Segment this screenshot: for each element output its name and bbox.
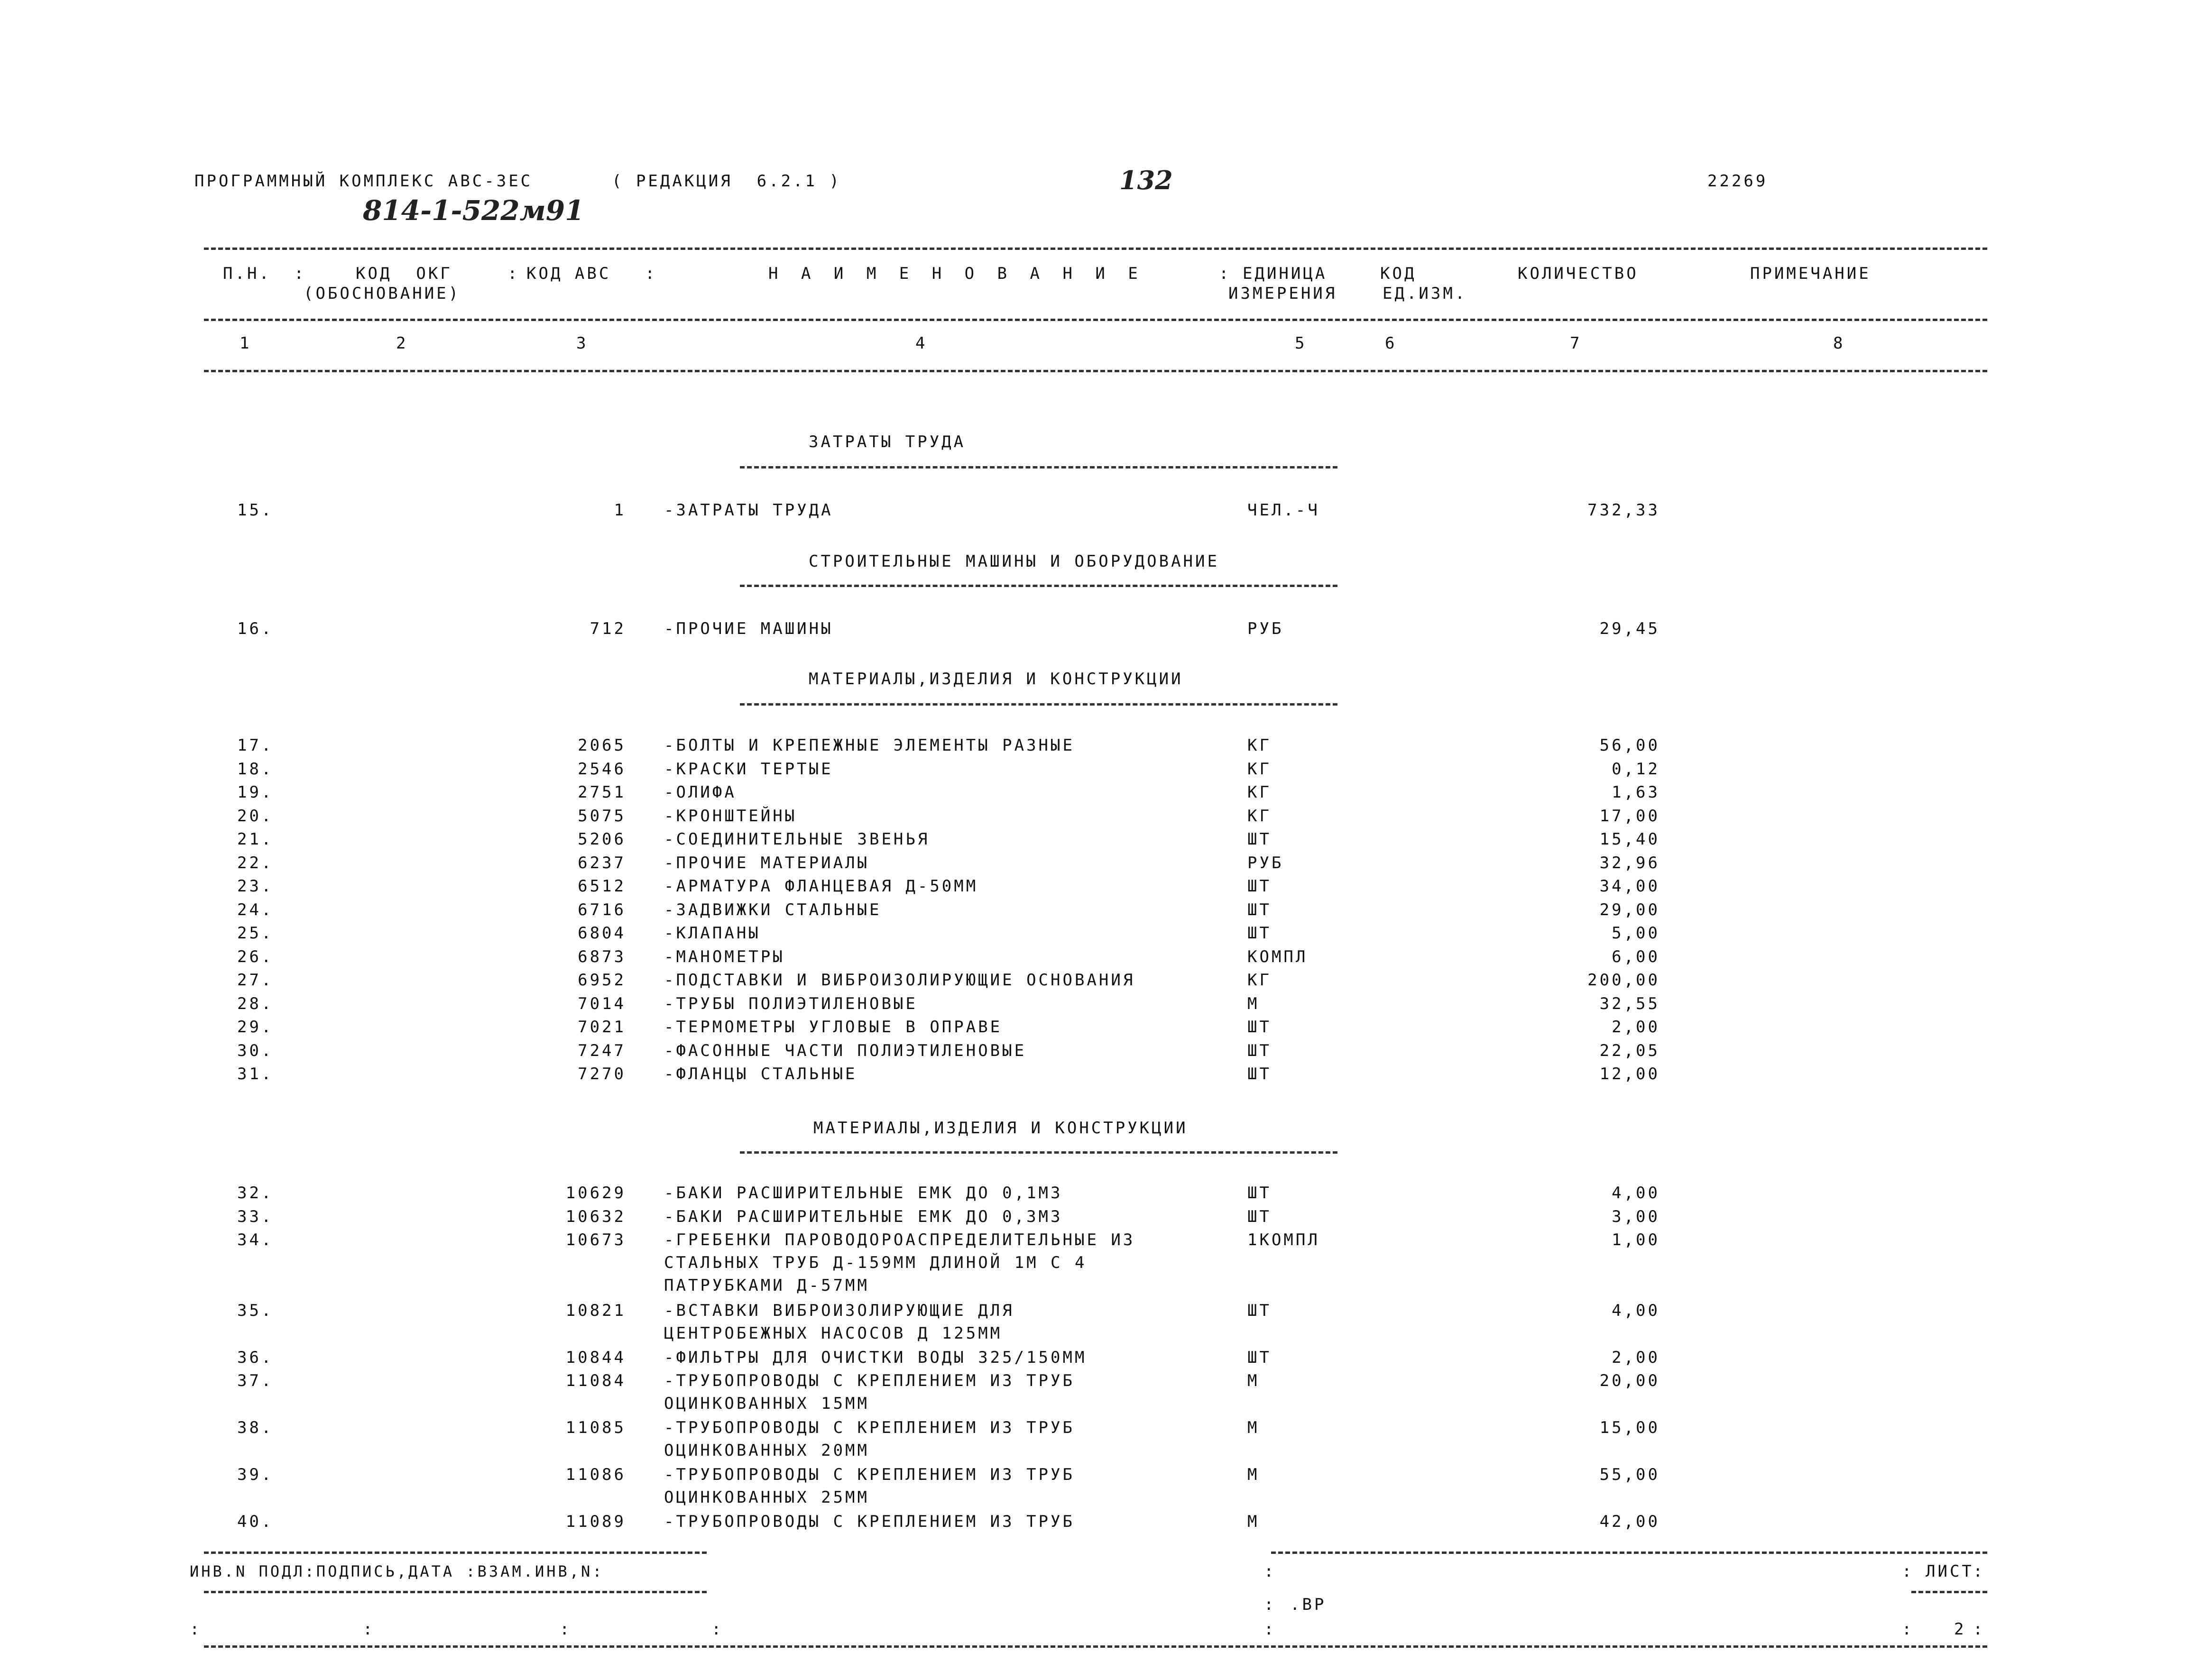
col-header-note: ПРИМЕЧАНИЕ xyxy=(1750,264,1871,283)
footer-sep: : xyxy=(1973,1562,1985,1581)
footer-sep: : xyxy=(1973,1620,1985,1639)
row-quantity: 5,00 xyxy=(1612,924,1660,943)
row-abc-code: 7014 xyxy=(578,994,626,1013)
footer-rule xyxy=(204,1591,707,1593)
section-title: МАТЕРИАЛЫ,ИЗДЕЛИЯ И КОНСТРУКЦИИ xyxy=(809,670,1183,689)
row-unit: ШТ xyxy=(1247,1301,1272,1320)
row-quantity: 3,00 xyxy=(1612,1207,1660,1226)
row-abc-code: 2751 xyxy=(578,783,626,802)
row-number: 27. xyxy=(237,971,274,990)
row-abc-code: 6237 xyxy=(578,853,626,872)
row-quantity: 42,00 xyxy=(1599,1512,1660,1531)
table-row xyxy=(0,1463,2185,1507)
row-number: 40. xyxy=(237,1512,274,1531)
col-num-7: 7 xyxy=(1570,334,1582,353)
row-name: -КРАСКИ ТЕРТЫЕ xyxy=(664,759,833,779)
row-quantity: 4,00 xyxy=(1612,1301,1660,1320)
row-unit: М xyxy=(1247,994,1260,1013)
row-number: 30. xyxy=(237,1041,274,1060)
row-name: -СОЕДИНИТЕЛЬНЫЕ ЗВЕНЬЯ xyxy=(664,830,930,849)
row-abc-code: 11089 xyxy=(565,1512,626,1531)
row-name: -ТРУБОПРОВОДЫ С КРЕПЛЕНИЕМ ИЗ ТРУБ ОЦИНКОВАННЫХ 15ММ xyxy=(664,1371,1075,1413)
row-name: -ВСТАВКИ ВИБРОИЗОЛИРУЮЩИЕ ДЛЯ ЦЕНТРОБЕЖНЫХ НАСОСОВ Д 125ММ xyxy=(664,1301,1014,1343)
table-row xyxy=(0,1205,2185,1228)
col-num-3: 3 xyxy=(576,334,589,353)
row-unit: КГ xyxy=(1247,783,1272,802)
row-number: 38. xyxy=(237,1418,274,1437)
row-number: 17. xyxy=(237,736,274,755)
section-underline xyxy=(740,1151,1337,1154)
row-abc-code: 6716 xyxy=(578,900,626,919)
table-row xyxy=(0,1416,2185,1460)
row-quantity: 6,00 xyxy=(1612,947,1660,966)
row-number: 20. xyxy=(237,806,274,826)
row-quantity: 56,00 xyxy=(1599,736,1660,755)
page-mark: 132 xyxy=(1119,165,1173,195)
row-number: 36. xyxy=(237,1348,274,1367)
header-rule-bottom xyxy=(204,370,1987,372)
section-underline xyxy=(740,466,1337,468)
footer-code: .ВР xyxy=(1290,1595,1327,1614)
row-quantity: 22,05 xyxy=(1599,1041,1660,1060)
col-header-code: КОД xyxy=(1380,264,1417,283)
row-abc-code: 2546 xyxy=(578,759,626,779)
col-header-name: Н А И М Е Н О В А Н И Е xyxy=(768,264,1144,283)
row-number: 21. xyxy=(237,830,274,849)
table-row xyxy=(0,1039,2185,1062)
row-name: -ФИЛЬТРЫ ДЛЯ ОЧИСТКИ ВОДЫ 325/150ММ xyxy=(664,1348,1087,1367)
row-quantity: 732,33 xyxy=(1587,501,1660,520)
col-sep: : xyxy=(645,264,657,283)
row-quantity: 15,40 xyxy=(1599,830,1660,849)
table-row xyxy=(0,992,2185,1015)
row-quantity: 4,00 xyxy=(1612,1184,1660,1203)
col-header-unit: ЕДИНИЦА xyxy=(1243,264,1328,283)
row-abc-code: 2065 xyxy=(578,736,626,755)
row-quantity: 15,00 xyxy=(1599,1418,1660,1437)
footer-rule xyxy=(1911,1591,1987,1593)
row-number: 23. xyxy=(237,877,274,896)
section-underline xyxy=(740,585,1337,587)
table-row xyxy=(0,1182,2185,1204)
row-quantity: 1,63 xyxy=(1612,783,1660,802)
edition-label: ( РЕДАКЦИЯ 6.2.1 ) xyxy=(612,172,841,191)
table-row xyxy=(0,805,2185,827)
row-quantity: 20,00 xyxy=(1599,1371,1660,1390)
row-name: -ТЕРМОМЕТРЫ УГЛОВЫЕ В ОПРАВЕ xyxy=(664,1018,1003,1037)
col-num-6: 6 xyxy=(1385,334,1397,353)
row-abc-code: 10844 xyxy=(565,1348,626,1367)
row-name: -ГРЕБЕНКИ ПАРОВОДОРОАСПРЕДЕЛИТЕЛЬНЫЕ ИЗ СТАЛЬНЫХ ТРУБ Д-159ММ ДЛИНОЙ 1М С 4 ПАТРУБКАМИ Д-57ММ xyxy=(664,1230,1135,1295)
table-row xyxy=(0,499,2185,522)
row-unit: РУБ xyxy=(1247,853,1284,872)
header-rule-mid xyxy=(204,319,1987,321)
row-abc-code: 1 xyxy=(614,501,626,520)
row-abc-code: 10673 xyxy=(565,1230,626,1249)
row-unit: М xyxy=(1247,1418,1260,1437)
row-quantity: 32,96 xyxy=(1599,853,1660,872)
row-number: 33. xyxy=(237,1207,274,1226)
row-abc-code: 11084 xyxy=(565,1371,626,1390)
handwritten-code: 814-1-522м91 xyxy=(363,194,584,227)
row-unit: ШТ xyxy=(1247,1184,1272,1203)
table-row xyxy=(0,1063,2185,1085)
col-sep: : xyxy=(1219,264,1231,283)
row-abc-code: 7247 xyxy=(578,1041,626,1060)
footer-rule xyxy=(204,1551,707,1554)
row-number: 37. xyxy=(237,1371,274,1390)
table-row xyxy=(0,781,2185,804)
row-quantity: 32,55 xyxy=(1599,994,1660,1013)
row-number: 32. xyxy=(237,1184,274,1203)
row-abc-code: 10632 xyxy=(565,1207,626,1226)
row-unit: ШТ xyxy=(1247,924,1272,943)
row-quantity: 2,00 xyxy=(1612,1018,1660,1037)
row-name: -БОЛТЫ И КРЕПЕЖНЫЕ ЭЛЕМЕНТЫ РАЗНЫЕ xyxy=(664,736,1075,755)
row-abc-code: 6952 xyxy=(578,971,626,990)
row-unit: РУБ xyxy=(1247,619,1284,638)
table-row xyxy=(0,1510,2185,1533)
footer-sep: : xyxy=(711,1620,724,1639)
row-quantity: 2,00 xyxy=(1612,1348,1660,1367)
table-row xyxy=(0,1016,2185,1038)
footer-sep: : xyxy=(1902,1562,1914,1581)
row-quantity: 12,00 xyxy=(1599,1065,1660,1083)
row-name: -ФЛАНЦЫ СТАЛЬНЫЕ xyxy=(664,1065,857,1083)
row-unit: 1КОМПЛ xyxy=(1247,1230,1320,1249)
header-rule-top xyxy=(204,248,1987,250)
col-header-qty: КОЛИЧЕСТВО xyxy=(1518,264,1639,283)
table-row xyxy=(0,946,2185,968)
row-abc-code: 6873 xyxy=(578,947,626,966)
footer-sep: : xyxy=(1264,1595,1276,1614)
row-quantity: 55,00 xyxy=(1599,1465,1660,1484)
row-quantity: 29,00 xyxy=(1599,900,1660,919)
row-abc-code: 6804 xyxy=(578,924,626,943)
col-num-2: 2 xyxy=(396,334,408,353)
table-row xyxy=(0,969,2185,991)
col-header-code-2: ЕД.ИЗМ. xyxy=(1383,284,1467,303)
table-row xyxy=(0,828,2185,851)
row-unit: КГ xyxy=(1247,806,1272,826)
table-row xyxy=(0,1299,2185,1343)
row-name: -ФАСОННЫЕ ЧАСТИ ПОЛИЭТИЛЕНОВЫЕ xyxy=(664,1041,1027,1060)
footer-sep: : xyxy=(1264,1562,1276,1581)
row-quantity: 17,00 xyxy=(1599,806,1660,826)
row-quantity: 200,00 xyxy=(1587,971,1660,990)
row-name: -БАКИ РАСШИРИТЕЛЬНЫЕ ЕМК ДО 0,3М3 xyxy=(664,1207,1063,1226)
row-unit: ШТ xyxy=(1247,900,1272,919)
table-row xyxy=(0,899,2185,921)
row-name: -ТРУБОПРОВОДЫ С КРЕПЛЕНИЕМ ИЗ ТРУБ ОЦИНКОВАННЫХ 20ММ xyxy=(664,1418,1075,1460)
table-row xyxy=(0,875,2185,898)
footer-rule-bottom xyxy=(204,1645,1987,1648)
row-quantity: 34,00 xyxy=(1599,877,1660,896)
row-abc-code: 10629 xyxy=(565,1184,626,1203)
col-sep: : xyxy=(507,264,520,283)
row-quantity: 0,12 xyxy=(1612,759,1660,779)
row-quantity: 29,45 xyxy=(1599,619,1660,638)
table-row xyxy=(0,617,2185,640)
row-number: 25. xyxy=(237,924,274,943)
table-row xyxy=(0,758,2185,780)
row-unit: М xyxy=(1247,1371,1260,1390)
col-num-5: 5 xyxy=(1295,334,1307,353)
row-abc-code: 7270 xyxy=(578,1065,626,1083)
row-unit: КГ xyxy=(1247,971,1272,990)
sheet-label: ЛИСТ xyxy=(1926,1562,1974,1581)
row-name: -ПРОЧИЕ МАШИНЫ xyxy=(664,619,833,638)
row-number: 19. xyxy=(237,783,274,802)
row-name: -КЛАПАНЫ xyxy=(664,924,761,943)
row-name: -КРОНШТЕЙНЫ xyxy=(664,806,797,826)
row-name: -ЗАТРАТЫ ТРУДА xyxy=(664,501,833,520)
row-abc-code: 6512 xyxy=(578,877,626,896)
row-unit: ЧЕЛ.-Ч xyxy=(1247,501,1320,520)
row-name: -ЗАДВИЖКИ СТАЛЬНЫЕ xyxy=(664,900,882,919)
row-abc-code: 10821 xyxy=(565,1301,626,1320)
table-row xyxy=(0,1346,2185,1369)
row-unit: КГ xyxy=(1247,759,1272,779)
row-unit: ШТ xyxy=(1247,1348,1272,1367)
row-number: 28. xyxy=(237,994,274,1013)
table-row xyxy=(0,852,2185,874)
row-number: 24. xyxy=(237,900,274,919)
section-underline xyxy=(740,703,1337,706)
row-abc-code: 11086 xyxy=(565,1465,626,1484)
footer-sep: : xyxy=(1902,1620,1914,1639)
section-title: СТРОИТЕЛЬНЫЕ МАШИНЫ И ОБОРУДОВАНИЕ xyxy=(809,552,1219,571)
row-number: 15. xyxy=(237,501,274,520)
row-unit: ШТ xyxy=(1247,1207,1272,1226)
col-num-8: 8 xyxy=(1833,334,1845,353)
table-row xyxy=(0,734,2185,757)
row-name: -ПРОЧИЕ МАТЕРИАЛЫ xyxy=(664,853,869,872)
col-sep: : xyxy=(294,264,306,283)
row-abc-code: 712 xyxy=(590,619,626,638)
row-number: 26. xyxy=(237,947,274,966)
col-num-4: 4 xyxy=(915,334,928,353)
row-name: -ОЛИФА xyxy=(664,783,737,802)
row-unit: ШТ xyxy=(1247,877,1272,896)
section-title: МАТЕРИАЛЫ,ИЗДЕЛИЯ И КОНСТРУКЦИИ xyxy=(813,1119,1188,1138)
section-title: ЗАТРАТЫ ТРУДА xyxy=(809,432,966,451)
row-number: 34. xyxy=(237,1230,274,1249)
row-number: 22. xyxy=(237,853,274,872)
row-name: -ТРУБОПРОВОДЫ С КРЕПЛЕНИЕМ ИЗ ТРУБ ОЦИНКОВАННЫХ 25ММ xyxy=(664,1465,1075,1507)
col-header-basis: (ОБОСНОВАНИЕ) xyxy=(304,284,461,303)
row-abc-code: 7021 xyxy=(578,1018,626,1037)
doc-number: 22269 xyxy=(1707,172,1768,191)
sheet-number: 2 xyxy=(1954,1620,1966,1639)
footer-sep: : xyxy=(560,1620,572,1639)
row-abc-code: 5206 xyxy=(578,830,626,849)
row-name: -ТРУБОПРОВОДЫ С КРЕПЛЕНИЕМ ИЗ ТРУБ xyxy=(664,1512,1075,1531)
row-number: 31. xyxy=(237,1065,274,1083)
row-unit: ШТ xyxy=(1247,1018,1272,1037)
col-header-abc: КОД АВС xyxy=(526,264,611,283)
col-header-num: П.Н. xyxy=(223,264,271,283)
table-row xyxy=(0,1229,2185,1295)
row-unit: М xyxy=(1247,1512,1260,1531)
row-number: 35. xyxy=(237,1301,274,1320)
row-quantity: 1,00 xyxy=(1612,1230,1660,1249)
footer-sep: : xyxy=(363,1620,375,1639)
row-unit: ШТ xyxy=(1247,1065,1272,1083)
footer-sep: : xyxy=(1264,1620,1276,1639)
row-unit: ШТ xyxy=(1247,830,1272,849)
footer-rule xyxy=(1271,1551,1987,1554)
col-header-unit-2: ИЗМЕРЕНИЯ xyxy=(1228,284,1337,303)
table-row xyxy=(0,922,2185,945)
row-number: 16. xyxy=(237,619,274,638)
row-abc-code: 5075 xyxy=(578,806,626,826)
row-name: -АРМАТУРА ФЛАНЦЕВАЯ Д-50ММ xyxy=(664,877,978,896)
row-unit: КОМПЛ xyxy=(1247,947,1308,966)
row-unit: ШТ xyxy=(1247,1041,1272,1060)
row-name: -ПОДСТАВКИ И ВИБРОИЗОЛИРУЮЩИЕ ОСНОВАНИЯ xyxy=(664,971,1135,990)
row-name: -МАНОМЕТРЫ xyxy=(664,947,785,966)
row-unit: КГ xyxy=(1247,736,1272,755)
table-row xyxy=(0,1369,2185,1413)
col-num-1: 1 xyxy=(240,334,252,353)
row-abc-code: 11085 xyxy=(565,1418,626,1437)
row-name: -ТРУБЫ ПОЛИЭТИЛЕНОВЫЕ xyxy=(664,994,918,1013)
row-number: 18. xyxy=(237,759,274,779)
footer-sep: : xyxy=(190,1620,202,1639)
row-name: -БАКИ РАСШИРИТЕЛЬНЫЕ ЕМК ДО 0,1М3 xyxy=(664,1184,1063,1203)
col-header-okg: КОД ОКГ xyxy=(356,264,452,283)
program-title: ПРОГРАММНЫЙ КОМПЛЕКС АВС-ЗЕС xyxy=(194,172,533,191)
row-unit: М xyxy=(1247,1465,1260,1484)
row-number: 39. xyxy=(237,1465,274,1484)
row-number: 29. xyxy=(237,1018,274,1037)
footer-stamp-labels: ИНВ.N ПОДЛ:ПОДПИСЬ,ДАТА :ВЗАМ.ИНВ,N: xyxy=(190,1562,604,1580)
